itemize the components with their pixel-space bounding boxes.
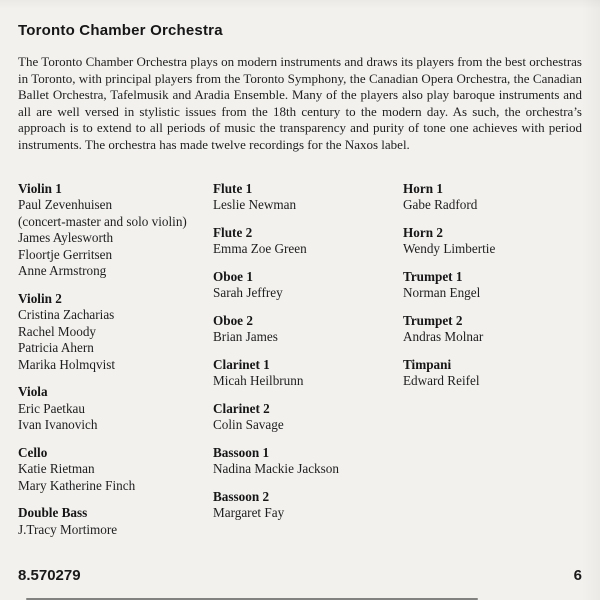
player-name: Micah Heilbrunn [213,373,304,389]
instrument-heading: Violin 2 [18,290,62,306]
player-name: Andras Molnar [403,329,484,345]
instrument-group [18,291,213,374]
instrument-heading: Cello [18,444,48,460]
player-name: Rachel Moody [18,323,97,339]
instrument-group [18,384,213,434]
catalog-number: 8.570279 [18,567,81,584]
instrument-group [403,181,582,214]
page-number: 6 [573,567,582,584]
player-name: Leslie Newman [213,197,297,213]
player-name: James Aylesworth [18,230,114,246]
player-name: Edward Reifel [403,373,480,389]
page-title: Toronto Chamber Orchestra [18,22,223,39]
player-name: Gabe Radford [403,197,478,213]
player-name: Norman Engel [403,285,481,301]
instrument-group [18,505,213,538]
page-footer [18,567,582,584]
player-name: Colin Savage [213,417,284,433]
roster-column-1 [18,181,213,550]
player-name: Eric Paetkau [18,400,86,416]
instrument-heading: Clarinet 1 [213,356,270,372]
instrument-group [213,401,403,434]
instrument-group [18,445,213,495]
player-name: Patricia Ahern [18,340,94,356]
roster-column-2 [213,181,403,550]
instrument-heading: Viola [18,384,48,400]
instrument-heading: Trumpet 2 [403,312,463,328]
player-name: Margaret Fay [213,505,285,521]
player-name: Cristina Zacharias [18,307,115,323]
player-name: Wendy Limbertie [403,241,496,257]
roster [18,181,582,550]
player-name: Katie Rietman [18,461,95,477]
player-name: Floortje Gerritsen [18,246,113,262]
instrument-group [213,357,403,390]
instrument-group [18,181,213,280]
player-name: Sarah Jeffrey [213,285,283,301]
instrument-group [213,489,403,522]
instrument-group [213,181,403,214]
instrument-heading: Timpani [403,356,452,372]
player-name: Brian James [213,329,278,345]
player-name: Paul Zevenhuisen [18,197,113,213]
player-name: Emma Zoe Green [213,241,307,257]
instrument-heading: Double Bass [18,505,88,521]
instrument-group [403,357,582,390]
instrument-group [213,445,403,478]
player-name: Mary Katherine Finch [18,477,136,493]
instrument-group [403,225,582,258]
instrument-heading: Oboe 2 [213,312,253,328]
instrument-heading: Flute 1 [213,180,253,196]
roster-column-3 [403,181,582,550]
instrument-heading: Horn 2 [403,224,443,240]
instrument-group [213,269,403,302]
instrument-group [403,313,582,346]
instrument-group [213,313,403,346]
player-name: Nadina Mackie Jackson [213,461,339,477]
player-name: Ivan Ivanovich [18,417,98,433]
instrument-heading: Bassoon 2 [213,488,270,504]
instrument-heading: Bassoon 1 [213,444,270,460]
instrument-heading: Flute 2 [213,224,253,240]
instrument-heading: Trumpet 1 [403,268,463,284]
orchestra-description: The Toronto Chamber Orchestra plays on modern instruments and draws its players from the best orchestras in Toronto, with principal players from the Toronto Symphony, the Canadian Opera Orchestra, the Canadian Ballet Orchestra, Tafelmusik and Aradia Ensemble. Many of the players also play baroque instruments and all are well versed in stylistic issues from the 18th century to the modern day. As such, the orchestra’s approach is to extend to all periods of music the transparency and purity of tone one achieves with period instruments. The orchestra has made twelve recordings for the Naxos label. [18,54,582,152]
instrument-heading: Violin 1 [18,180,62,196]
instrument-group [213,225,403,258]
player-name: J.Tracy Mortimore [18,521,118,537]
player-name: Anne Armstrong [18,263,107,279]
player-name: Marika Holmqvist [18,356,116,372]
instrument-heading: Oboe 1 [213,268,253,284]
instrument-group [403,269,582,302]
instrument-heading: Horn 1 [403,180,443,196]
instrument-heading: Clarinet 2 [213,400,270,416]
player-name: (concert-master and solo violin) [18,213,187,229]
